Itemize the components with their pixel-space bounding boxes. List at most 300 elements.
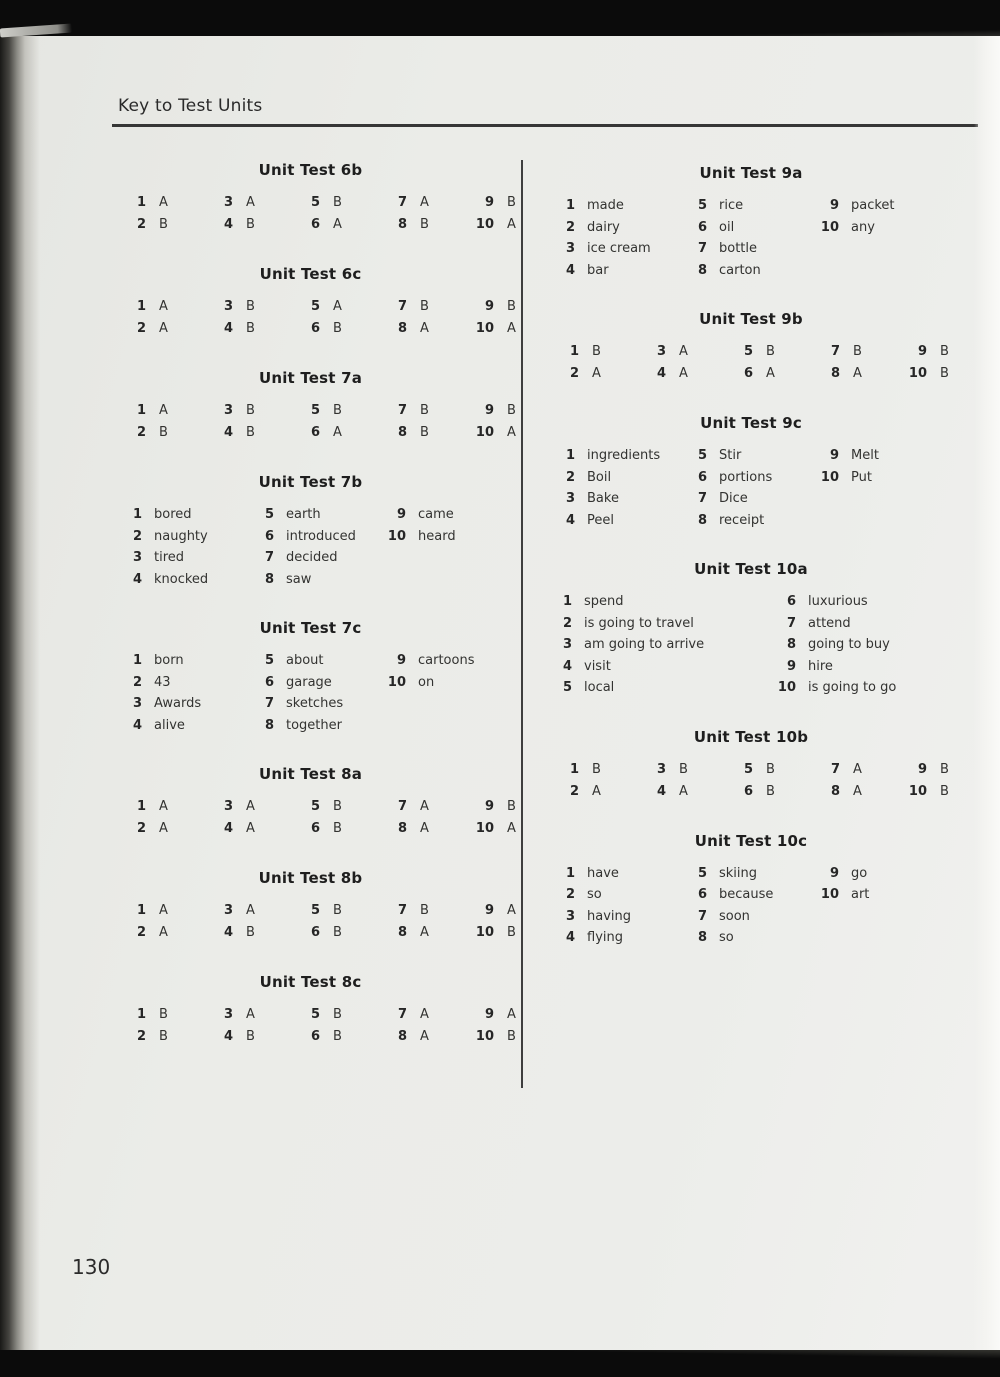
answer-number: 5 <box>697 448 707 463</box>
answer-grid <box>545 591 957 699</box>
answer-value: B <box>333 195 342 210</box>
answer-value: A <box>159 195 168 210</box>
section-title: Unit Test 9c <box>700 414 802 432</box>
answer-number: 3 <box>223 1007 233 1022</box>
answer-value: A <box>159 321 168 336</box>
answer-value: A <box>766 366 775 381</box>
answer-value: soon <box>719 908 750 924</box>
answer-item <box>383 1026 434 1048</box>
answer-value: knocked <box>154 571 209 587</box>
answer-number: 5 <box>743 344 753 359</box>
answer-item <box>729 759 780 781</box>
answer-value: A <box>159 821 168 836</box>
answer-value: because <box>719 887 774 902</box>
answer-number: 10 <box>475 321 494 336</box>
answer-item <box>386 650 518 672</box>
answer-number: 1 <box>136 799 146 814</box>
answer-number: 8 <box>397 821 407 836</box>
answer-value: cartoons <box>418 653 475 668</box>
answer-item <box>555 238 687 260</box>
answer-number: 5 <box>697 865 707 881</box>
answer-value: B <box>507 799 516 814</box>
answer-number: 2 <box>565 887 575 902</box>
answer-item <box>687 217 819 239</box>
answer-item <box>122 900 173 922</box>
answer-key-section <box>112 473 509 590</box>
answer-number: 8 <box>830 366 840 381</box>
answer-value: B <box>679 761 688 777</box>
answer-number: 10 <box>387 528 406 544</box>
answer-number: 7 <box>697 491 707 506</box>
answer-item <box>296 900 347 922</box>
answer-value: A <box>420 1029 429 1044</box>
answer-item <box>209 818 260 840</box>
answer-value: saw <box>286 571 312 587</box>
section-title: Unit Test 9a <box>699 164 803 182</box>
answer-item <box>122 818 173 840</box>
section-title: Unit Test 10a <box>694 560 808 578</box>
answer-item <box>819 884 951 906</box>
answer-value: introduced <box>286 528 356 544</box>
answer-number: 10 <box>387 674 406 690</box>
answer-item <box>687 238 819 260</box>
answer-number: 8 <box>697 262 707 278</box>
answer-item <box>296 214 347 236</box>
answer-item <box>903 341 954 363</box>
answer-item <box>774 677 998 699</box>
page-header: Key to Test Units <box>118 96 263 116</box>
answer-number: 7 <box>397 403 407 418</box>
answer-number: 2 <box>136 321 146 336</box>
answer-number: 5 <box>310 799 320 814</box>
answer-number: 3 <box>565 491 575 506</box>
answer-number: 8 <box>264 571 274 587</box>
answer-key-section <box>112 765 516 840</box>
answer-grid <box>545 863 957 949</box>
answer-number: 5 <box>310 403 320 418</box>
answer-value: Melt <box>851 448 879 463</box>
answer-item <box>642 781 693 803</box>
answer-value: B <box>333 321 342 336</box>
answer-number: 3 <box>565 908 575 924</box>
answer-value: so <box>587 887 602 902</box>
answer-number: 2 <box>569 783 579 799</box>
answer-number: 3 <box>656 344 666 359</box>
answer-key-section <box>112 619 509 736</box>
answer-number: 9 <box>484 903 494 918</box>
answer-value: any <box>851 219 875 235</box>
answer-item <box>555 927 687 949</box>
answer-value: A <box>420 821 429 836</box>
answer-value: Boil <box>587 469 612 485</box>
answer-value: alive <box>154 717 185 733</box>
answer-item <box>903 363 954 385</box>
answer-value: carton <box>719 262 761 278</box>
answer-value: B <box>333 799 342 814</box>
answer-value: flying <box>587 930 623 945</box>
answer-item <box>550 634 774 656</box>
answer-item <box>687 488 819 510</box>
answer-value: A <box>159 925 168 940</box>
answer-value: bar <box>587 262 609 278</box>
answer-item <box>296 796 347 818</box>
answer-item <box>383 796 434 818</box>
answer-item <box>470 922 521 944</box>
answer-number: 4 <box>223 425 233 440</box>
answer-item <box>383 422 434 444</box>
answer-number: 6 <box>264 674 274 690</box>
answer-item <box>383 818 434 840</box>
answer-number: 8 <box>397 925 407 940</box>
answer-number: 2 <box>565 469 575 485</box>
answer-value: am going to arrive <box>584 637 705 652</box>
answer-item <box>122 192 173 214</box>
answer-number: 10 <box>820 219 839 235</box>
answer-item <box>122 650 254 672</box>
answer-item <box>122 526 254 548</box>
answer-value: B <box>159 1007 168 1022</box>
answer-item <box>296 1026 347 1048</box>
answer-value: A <box>507 321 516 336</box>
answer-number: 3 <box>562 637 572 652</box>
answer-item <box>254 526 386 548</box>
answer-value: A <box>159 799 168 814</box>
answer-number: 4 <box>223 217 233 232</box>
answer-value: B <box>333 1029 342 1044</box>
answer-key-section <box>545 164 957 281</box>
answer-item <box>729 363 780 385</box>
answer-item <box>555 863 687 885</box>
answer-item <box>774 634 998 656</box>
answer-number: 9 <box>484 799 494 814</box>
answer-value: sketches <box>286 696 344 711</box>
answer-number: 4 <box>565 512 575 528</box>
answer-item <box>687 906 819 928</box>
answer-grid <box>112 1004 516 1048</box>
scan-edge-bottom <box>0 1350 1000 1377</box>
answer-number: 9 <box>829 865 839 881</box>
answer-grid <box>112 400 516 444</box>
answer-value: luxurious <box>808 594 868 609</box>
answer-value: A <box>246 1007 255 1022</box>
answer-number: 8 <box>397 321 407 336</box>
answer-number: 9 <box>829 198 839 213</box>
answer-number: 8 <box>697 930 707 945</box>
answer-item <box>209 400 260 422</box>
answer-item <box>254 547 386 569</box>
answer-value: skiing <box>719 865 758 881</box>
answer-number: 3 <box>565 241 575 256</box>
answer-number: 10 <box>908 783 927 799</box>
answer-number: 5 <box>310 903 320 918</box>
answer-number: 5 <box>697 198 707 213</box>
answer-number: 5 <box>562 680 572 695</box>
answer-grid <box>545 759 957 803</box>
answer-item <box>555 906 687 928</box>
answer-value: A <box>246 903 255 918</box>
answer-key-section <box>112 161 516 236</box>
answer-value: B <box>507 925 516 940</box>
answer-value: ingredients <box>587 448 661 463</box>
answer-number: 6 <box>310 1029 320 1044</box>
answer-item <box>819 863 951 885</box>
answer-number: 3 <box>223 903 233 918</box>
answer-item <box>386 672 518 694</box>
answer-value: B <box>940 761 949 777</box>
answer-number: 10 <box>820 469 839 485</box>
answer-value: made <box>587 198 624 213</box>
answer-value: A <box>592 783 601 799</box>
answer-number: 1 <box>136 299 146 314</box>
section-title: Unit Test 10c <box>694 831 808 850</box>
answer-number: 4 <box>656 366 666 381</box>
answer-item <box>555 884 687 906</box>
answer-number: 6 <box>786 594 796 609</box>
answer-item <box>122 569 254 591</box>
answer-item <box>774 656 998 678</box>
answer-number: 7 <box>830 344 840 359</box>
answer-item <box>296 400 347 422</box>
answer-value: A <box>246 195 255 210</box>
answer-number: 2 <box>136 925 146 940</box>
answer-item <box>903 781 954 803</box>
answer-value: A <box>420 799 429 814</box>
answer-number: 3 <box>656 761 666 777</box>
answer-number: 10 <box>475 925 494 940</box>
answer-number: 7 <box>786 615 796 631</box>
answer-item <box>383 214 434 236</box>
answer-item <box>687 260 819 282</box>
answer-value: Awards <box>154 696 202 711</box>
answer-item <box>209 296 260 318</box>
answer-item <box>555 260 687 282</box>
answer-value: B <box>507 195 516 210</box>
answer-number: 6 <box>310 821 320 836</box>
answer-number: 9 <box>829 448 839 463</box>
section-title: Unit Test 8a <box>258 765 363 783</box>
answer-number: 4 <box>565 262 575 278</box>
answer-value: A <box>679 783 688 799</box>
answer-number: 5 <box>310 195 320 210</box>
answer-item <box>687 445 819 467</box>
answer-item <box>209 192 260 214</box>
answer-value: B <box>507 403 516 418</box>
answer-item <box>122 547 254 569</box>
answer-item <box>470 318 521 340</box>
answer-value: A <box>333 217 342 232</box>
answer-item <box>254 650 386 672</box>
answer-item <box>687 927 819 949</box>
section-title: Unit Test 7c <box>259 619 362 637</box>
answer-number: 1 <box>136 403 146 418</box>
answer-value: ice cream <box>587 241 651 256</box>
answer-item <box>819 217 951 239</box>
answer-item <box>122 922 173 944</box>
right-column <box>523 155 957 978</box>
answer-number: 1 <box>136 903 146 918</box>
answer-key-section <box>545 728 957 803</box>
answer-number: 10 <box>475 821 494 836</box>
answer-value: heard <box>418 528 456 544</box>
answer-key-columns <box>112 155 957 1088</box>
answer-number: 6 <box>697 469 707 485</box>
answer-item <box>209 796 260 818</box>
answer-value: A <box>333 299 342 314</box>
answer-key-section <box>545 414 957 531</box>
answer-value: having <box>587 908 632 924</box>
answer-value: B <box>420 403 429 418</box>
section-title: Unit Test 7a <box>258 369 363 387</box>
answer-number: 7 <box>397 1007 407 1022</box>
answer-item <box>642 759 693 781</box>
answer-item <box>470 214 521 236</box>
section-title: Unit Test 8c <box>259 973 362 991</box>
answer-number: 7 <box>264 550 274 565</box>
answer-number: 4 <box>656 783 666 799</box>
section-title: Unit Test 7b <box>258 473 363 491</box>
answer-number: 6 <box>310 925 320 940</box>
answer-number: 9 <box>484 1007 494 1022</box>
answer-number: 10 <box>475 217 494 232</box>
answer-number: 2 <box>132 528 142 544</box>
answer-number: 9 <box>396 507 406 522</box>
answer-value: B <box>333 925 342 940</box>
answer-item <box>729 341 780 363</box>
answer-item <box>555 759 606 781</box>
answer-number: 1 <box>136 195 146 210</box>
answer-item <box>386 504 518 526</box>
answer-number: 4 <box>132 571 142 587</box>
answer-value: A <box>592 366 601 381</box>
answer-item <box>555 488 687 510</box>
answer-item <box>642 363 693 385</box>
answer-number: 6 <box>310 321 320 336</box>
answer-number: 10 <box>820 887 839 902</box>
answer-value: is going to go <box>808 680 897 695</box>
answer-value: attend <box>808 615 851 631</box>
answer-value: Peel <box>587 512 614 528</box>
answer-value: B <box>507 1029 516 1044</box>
answer-item <box>254 504 386 526</box>
answer-value: Stir <box>719 448 742 463</box>
answer-value: B <box>940 783 949 799</box>
answer-value: A <box>420 195 429 210</box>
answer-value: dairy <box>587 219 620 235</box>
answer-value: B <box>420 299 429 314</box>
answer-value: A <box>159 403 168 418</box>
answer-value: earth <box>286 507 321 522</box>
answer-number: 7 <box>397 195 407 210</box>
answer-number: 7 <box>397 299 407 314</box>
answer-value: B <box>853 344 862 359</box>
answer-grid <box>112 192 516 236</box>
answer-item <box>687 195 819 217</box>
answer-value: B <box>333 821 342 836</box>
answer-number: 3 <box>223 799 233 814</box>
answer-number: 6 <box>697 219 707 235</box>
answer-value: B <box>246 925 255 940</box>
answer-value: B <box>246 1029 255 1044</box>
answer-number: 5 <box>264 653 274 668</box>
answer-value: oil <box>719 219 735 235</box>
answer-number: 9 <box>484 299 494 314</box>
answer-item <box>122 400 173 422</box>
answer-value: B <box>246 299 255 314</box>
answer-value: B <box>766 344 775 359</box>
answer-number: 10 <box>475 425 494 440</box>
answer-item <box>555 445 687 467</box>
answer-value: packet <box>851 198 895 213</box>
answer-item <box>687 863 819 885</box>
answer-grid <box>112 504 509 590</box>
answer-number: 8 <box>397 1029 407 1044</box>
answer-value: local <box>584 680 615 695</box>
answer-number: 8 <box>264 717 274 733</box>
answer-value: A <box>246 821 255 836</box>
answer-item <box>383 900 434 922</box>
section-title: Unit Test 9b <box>699 310 803 328</box>
answer-value: Dice <box>719 491 748 506</box>
answer-item <box>550 591 774 613</box>
answer-item <box>819 467 951 489</box>
answer-item <box>122 214 173 236</box>
answer-number: 3 <box>223 195 233 210</box>
answer-number: 9 <box>786 658 796 674</box>
answer-value: A <box>507 1007 516 1022</box>
book-binding-shadow <box>0 36 40 1350</box>
answer-item <box>555 217 687 239</box>
answer-item <box>687 510 819 532</box>
answer-item <box>296 296 347 318</box>
answer-value: A <box>420 925 429 940</box>
answer-number: 5 <box>743 761 753 777</box>
answer-number: 4 <box>223 821 233 836</box>
answer-number: 7 <box>697 241 707 256</box>
answer-item <box>470 1004 521 1026</box>
section-title: Unit Test 10b <box>693 727 809 746</box>
answer-value: A <box>246 799 255 814</box>
answer-number: 5 <box>264 507 274 522</box>
answer-grid <box>112 796 516 840</box>
answer-value: together <box>286 717 342 733</box>
answer-number: 4 <box>223 1029 233 1044</box>
answer-number: 5 <box>310 299 320 314</box>
answer-value: A <box>420 1007 429 1022</box>
answer-value: born <box>154 653 184 668</box>
answer-value: garage <box>286 674 332 690</box>
answer-item <box>209 922 260 944</box>
answer-number: 8 <box>697 512 707 528</box>
answer-value: A <box>853 366 862 381</box>
section-title: Unit Test 6c <box>259 265 362 283</box>
page-edge-right <box>974 36 1000 1350</box>
answer-number: 5 <box>310 1007 320 1022</box>
answer-item <box>122 296 173 318</box>
answer-grid <box>545 341 957 385</box>
answer-grid <box>545 445 957 531</box>
answer-item <box>470 192 521 214</box>
answer-item <box>296 422 347 444</box>
answer-value: B <box>333 903 342 918</box>
answer-number: 8 <box>397 217 407 232</box>
answer-value: B <box>159 425 168 440</box>
section-title: Unit Test 8b <box>258 869 363 887</box>
answer-key-section <box>112 869 516 944</box>
answer-value: go <box>851 865 868 881</box>
answer-key-section <box>545 560 957 699</box>
answer-item <box>470 818 521 840</box>
answer-item <box>819 445 951 467</box>
